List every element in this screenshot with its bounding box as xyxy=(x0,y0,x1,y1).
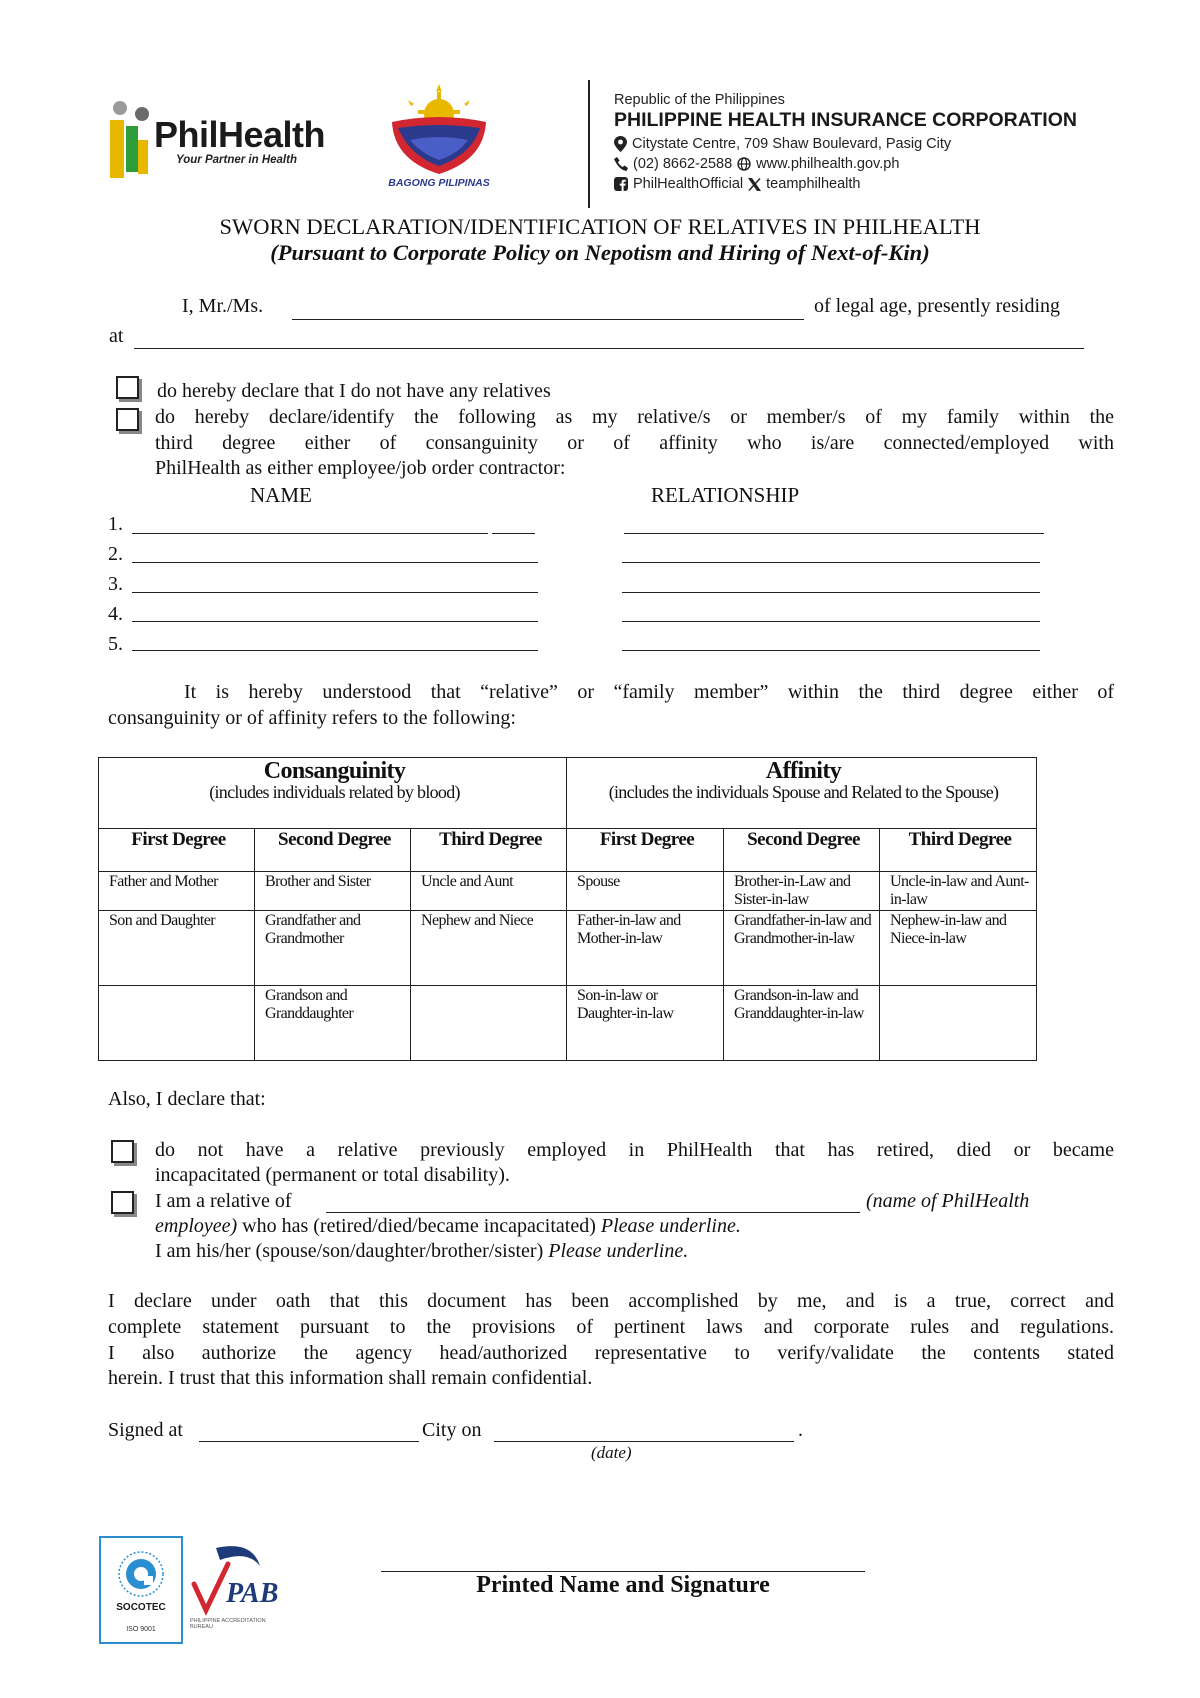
table-cell xyxy=(880,986,1037,1061)
bagong-pilipinas-emblem-icon xyxy=(380,82,498,178)
intro-suffix: of legal age, presently residing xyxy=(814,295,1061,317)
table-cell: Father-in-law and Mother-in-law xyxy=(567,911,724,986)
relative-number: 4. xyxy=(108,603,123,625)
table-cell: Nephew-in-law and Niece-in-law xyxy=(880,911,1037,986)
relationship-column-header: RELATIONSHIP xyxy=(651,483,800,507)
header-divider xyxy=(588,80,590,208)
table-row xyxy=(99,911,1037,986)
has-relatives-text-line3: PhilHealth as either employee/job order contractor: xyxy=(155,457,566,479)
relative-3-name-field[interactable] xyxy=(132,592,538,593)
relative-2-relationship-field[interactable] xyxy=(622,562,1040,563)
x-logo-icon xyxy=(748,178,761,191)
philhealth-wordmark: PhilHealth xyxy=(154,114,326,155)
degree-header: First Degree xyxy=(99,829,255,872)
socotec-emblem-icon xyxy=(117,1550,165,1598)
no-former-relative-text-line1: do not have a relative previously employed in PhilHealth that has retired, died or became xyxy=(155,1139,1114,1161)
consanguinity-title: Consanguinity xyxy=(263,758,406,784)
city-on-label: City on xyxy=(422,1419,482,1441)
address-line xyxy=(614,136,1134,152)
table-cell: Brother-in-Law and Sister-in-law xyxy=(724,872,880,911)
former-relative-relation-text: I am his/her (spouse/son/daughter/brother/sister) xyxy=(155,1240,549,1262)
relative-4-relationship-field[interactable] xyxy=(622,621,1040,622)
table-row xyxy=(99,872,1037,911)
corporation-name: PHILIPPINE HEALTH INSURANCE CORPORATION xyxy=(614,109,1077,131)
relative-5-relationship-field[interactable] xyxy=(622,650,1040,651)
no-former-relative-text-line2: incapacitated (permanent or total disability). xyxy=(155,1164,510,1186)
signature-label: Printed Name and Signature xyxy=(476,1572,770,1598)
table-cell: Uncle-in-law and Aunt-in-law xyxy=(880,872,1037,911)
relative-1-relationship-field[interactable] xyxy=(624,533,1044,534)
facebook-text: PhilHealthOfficial xyxy=(633,176,744,192)
form-subtitle: (Pursuant to Corporate Policy on Nepotism and Hiring of Next-of-Kin) xyxy=(270,240,930,265)
website-text: www.philhealth.gov.ph xyxy=(756,156,900,172)
declarant-name-field[interactable] xyxy=(292,319,804,320)
former-relative-status-text: who has (retired/died/became incapacitated) xyxy=(237,1215,601,1237)
former-relative-prefix: I am a relative of xyxy=(155,1190,292,1212)
former-relative-name-hint: (name of PhilHealth xyxy=(866,1190,1030,1212)
bagong-pilipinas-caption: BAGONG PILIPINAS xyxy=(388,177,490,189)
table-cell: Uncle and Aunt xyxy=(411,872,567,911)
degree-of-relationship-table xyxy=(98,757,1037,1061)
socotec-text: SOCOTEC xyxy=(116,1602,166,1613)
no-relatives-text: do hereby declare that I do not have any relatives xyxy=(157,380,551,402)
table-cell: Father and Mother xyxy=(99,872,255,911)
pab-accreditation-mark xyxy=(186,1540,279,1632)
oath-text-line4: herein. I trust that this information shall remain confidential. xyxy=(108,1367,593,1389)
facebook-icon xyxy=(614,177,628,191)
table-cell: Grandson-in-law and Granddaughter-in-law xyxy=(724,986,880,1061)
bagong-pilipinas-logo xyxy=(380,82,498,190)
affinity-subtitle: (includes the individuals Spouse and Related to the Spouse) xyxy=(608,782,999,802)
signed-period: . xyxy=(798,1419,803,1441)
contact-line xyxy=(614,156,1134,172)
oath-text-line3: I also authorize the agency head/authorized representative to verify/validate the contents stated xyxy=(108,1342,1114,1364)
relative-4-name-field[interactable] xyxy=(132,621,538,622)
no-relatives-checkbox[interactable] xyxy=(116,376,139,399)
consanguinity-subtitle: (includes individuals related by blood) xyxy=(209,782,460,802)
agency-block xyxy=(614,92,1134,192)
pab-text: PHILIPPINE ACCREDITATION BUREAU xyxy=(190,1618,266,1630)
relative-5-name-field[interactable] xyxy=(132,650,538,651)
social-line xyxy=(614,176,1134,192)
table-cell: Grandson and Granddaughter xyxy=(255,986,411,1061)
degree-header: Second Degree xyxy=(255,829,411,872)
table-cell: Son-in-law or Daughter-in-law xyxy=(567,986,724,1061)
has-relatives-checkbox[interactable] xyxy=(116,408,139,431)
oath-text-line1: I declare under oath that this document has been accomplished by me, and is a true, correct and xyxy=(108,1290,1114,1312)
relative-number: 3. xyxy=(108,573,123,595)
relative-number: 1. xyxy=(108,513,123,535)
degree-header: Second Degree xyxy=(724,829,880,872)
pab-wordmark: PAB xyxy=(226,1578,279,1609)
republic-text: Republic of the Philippines xyxy=(614,92,785,108)
table-cell: Son and Daughter xyxy=(99,911,255,986)
philhealth-figure-icon xyxy=(108,100,156,182)
table-cell xyxy=(99,986,255,1061)
form-title: SWORN DECLARATION/IDENTIFICATION OF RELATIVES IN PHILHEALTH xyxy=(219,214,981,239)
relative-3-relationship-field[interactable] xyxy=(622,592,1040,593)
degree-header: Third Degree xyxy=(880,829,1037,872)
oath-text-line2: complete statement pursuant to the provisions of pertinent laws and corporate rules and regulations. xyxy=(108,1316,1114,1338)
intro-at: at xyxy=(109,325,124,347)
no-former-relative-checkbox[interactable] xyxy=(111,1140,134,1163)
signed-at-label: Signed at xyxy=(108,1419,183,1441)
table-cell: Grandfather-in-law and Grandmother-in-law xyxy=(724,911,880,986)
relative-2-name-field[interactable] xyxy=(132,562,538,563)
understood-text-line1: It is hereby understood that “relative” or “family member” within the third degree either of xyxy=(184,681,1114,703)
consanguinity-header xyxy=(99,758,567,829)
degree-header: Third Degree xyxy=(411,829,567,872)
former-relative-employee-hint: employee) xyxy=(155,1215,238,1237)
socotec-certification-mark xyxy=(99,1536,183,1644)
x-handle-text: teamphilhealth xyxy=(766,176,861,192)
philhealth-logo xyxy=(108,100,338,182)
relative-number: 2. xyxy=(108,543,123,565)
pab-emblem-icon xyxy=(186,1540,279,1618)
phone-icon xyxy=(614,157,628,171)
iso-text: ISO 9001 xyxy=(126,1626,156,1633)
table-row xyxy=(99,986,1037,1061)
address-text: Citystate Centre, 709 Shaw Boulevard, Pasig City xyxy=(632,136,952,152)
relative-1-name-extension xyxy=(492,533,535,534)
phone-text: (02) 8662-2588 xyxy=(633,156,733,172)
signed-city-field[interactable] xyxy=(199,1441,419,1442)
table-cell: Nephew and Niece xyxy=(411,911,567,986)
affinity-title: Affinity xyxy=(765,758,842,784)
relative-1-name-field[interactable] xyxy=(132,533,488,534)
signed-date-field[interactable] xyxy=(494,1441,794,1442)
table-cell xyxy=(411,986,567,1061)
please-underline-hint: Please underline. xyxy=(600,1215,741,1237)
former-relative-checkbox[interactable] xyxy=(111,1191,134,1214)
understood-text-line2: consanguinity or of affinity refers to the following: xyxy=(108,707,516,729)
table-cell: Grandfather and Grandmother xyxy=(255,911,411,986)
name-column-header: NAME xyxy=(250,483,312,507)
relative-number: 5. xyxy=(108,633,123,655)
intro-prefix: I, Mr./Ms. xyxy=(182,295,264,317)
former-relative-relation-line xyxy=(155,1240,688,1263)
has-relatives-text-line2: third degree either of consanguinity or of affinity who is/are connected/employed with xyxy=(155,432,1114,454)
former-employee-name-field[interactable] xyxy=(326,1212,860,1213)
date-hint: (date) xyxy=(591,1443,632,1462)
former-relative-status-line xyxy=(155,1215,741,1238)
philhealth-tagline: Your Partner in Health xyxy=(176,154,297,166)
location-pin-icon xyxy=(614,136,627,152)
degree-header: First Degree xyxy=(567,829,724,872)
also-heading: Also, I declare that: xyxy=(108,1088,266,1110)
please-underline-hint: Please underline. xyxy=(548,1240,689,1262)
residence-address-field[interactable] xyxy=(134,348,1084,349)
table-cell: Spouse xyxy=(567,872,724,911)
table-cell: Brother and Sister xyxy=(255,872,411,911)
has-relatives-text-line1: do hereby declare/identify the following as my relative/s or member/s of my family within the xyxy=(155,406,1114,428)
affinity-header xyxy=(567,758,1037,829)
globe-icon xyxy=(737,157,751,171)
